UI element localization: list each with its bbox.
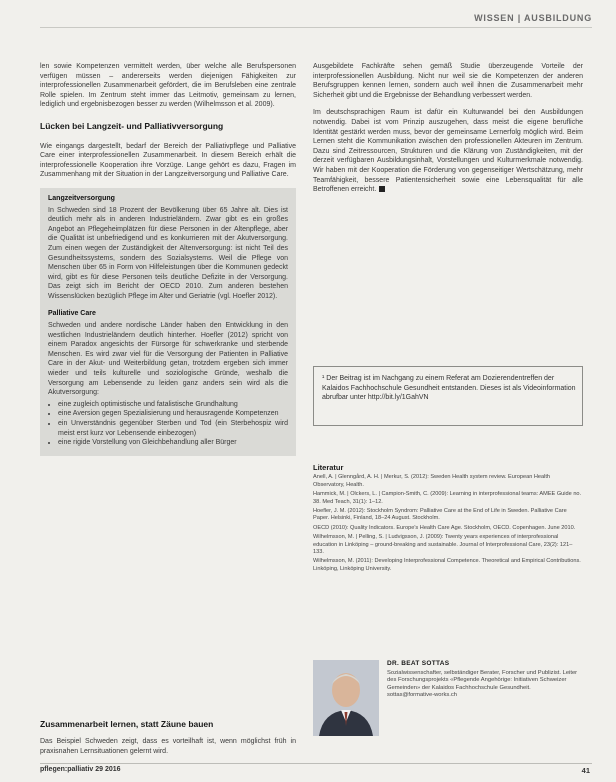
right-column [313, 62, 583, 203]
author-name: DR. BEAT SOTTAS [387, 660, 450, 667]
end-mark-icon [379, 186, 385, 192]
box-title-langzeit: Langzeitversorgung [48, 194, 115, 202]
bullet-item: • ein Unverständnis gegenüber Sterben und Tod (ein Sterbehospiz wird meist erst kurz vor Lebensende einbezogen) [58, 419, 288, 438]
author-portrait-icon [313, 660, 379, 736]
left-column [40, 62, 296, 456]
author-text [387, 660, 583, 700]
literature-section [313, 464, 583, 575]
intro-paragraph: len sowie Kompetenzen vermittelt werden, über welche alle Berufspersonen verfügen müssen – andererseits werden diejenigen Fähigkeiten zur interprofessionellen Zusammenarbeit gefördert, die im Berufsleben eine zentrale Rolle spielen. Im Zentrum steht immer das Leitmotiv, gemeinsam zu lernen, lediglich und ergebnisbezogen besser zu werden (Wilhelmsson et al. 2009). [40, 63, 296, 109]
paragraph-2: Wie eingangs dargestellt, bedarf der Bereich der Palliativpflege und Palliative Care einer interprofessionellen Zusammenarbeit. In diesem Bereich erhält die interprofessionelle Kooperation ihre Vorzüge. Lange gehört es dazu, Fragen im Zusammenhang mit der Situation in der Langzeitversorgung und Palliative Care. [40, 142, 296, 179]
footnote-box: ¹ Der Beitrag ist im Nachgang zu einem Referat am Dozierendentreffen der Kalaidos Fachhochschule Gesundheit entstanden. Dieses ist als Videoinformation abrufbar unter http://bit.ly/1GahVN [313, 366, 583, 426]
footer-divider [40, 763, 592, 764]
author-contact: sottas@formative-works.ch [387, 692, 457, 699]
sidebar-box [40, 188, 296, 456]
bottom-paragraph: Das Beispiel Schweden zeigt, dass es vorteilhaft ist, wenn möglichst früh in praxisnahen Lernsituationen gelernt wird. [40, 738, 296, 755]
subhead-langzeit-palliativ: Lücken bei Langzeit- und Palliativversorgung [40, 120, 224, 131]
right-paragraph-2 [313, 108, 583, 194]
box-text-palliative: Schweden und andere nordische Länder haben den Entwicklung in den westlichen Industrieländern deutlich hinterher. Hoefler (2012) spricht von einem Paradox angesichts der Fürsorge für schwerkranke und sterbende Menschen. Es wird zwar viel für die Versorgung der Patienten in Palliative Care in der Akut- und Weiterbildung getan, trotzdem ergeben sich immer wieder und teils kulturelle und soziologische Gründe, weshalb die Versorgung am Lebensende zu leiden ganz anders sein wird als die Akutversorgung: [48, 322, 288, 397]
box-bullet-list [48, 400, 288, 448]
page-number: 41 [581, 766, 590, 775]
subhead-zusammenarbeit: Zusammenarbeit lernen, statt Zäune bauen [40, 719, 214, 729]
box-title-palliative: Palliative Care [48, 310, 96, 318]
author-box [313, 660, 583, 740]
section-header: WISSEN | AUSBILDUNG [474, 13, 592, 23]
author-photo [313, 660, 379, 736]
literature-entry: Hoefler, J. M. (2012): Stockholm Syndrom: Palliative Care at the End of Life in Sweden. Palliative Care Paper. Helsinki, Finland, 18–24 August. Stockholm. [313, 508, 567, 522]
literature-entry: Wilhelmsson, M. | Pelling, S. | Ludvigsson, J. (2009): Twenty years experiences of interprofessional education in Linköping – ground-breaking and sustainable. Journal of Interprofessional Care, 23(2): 121–133. [313, 534, 573, 556]
author-bio: Sozialwissenschafter, selbständiger Berater, Forscher und Publizist. Leiter des Forschungsprojekts «Pflegende Angehörige: Initiativen Schweizer Gemeinden» der Kalaidos Fachhochschule Gesundheit. [387, 669, 578, 691]
literature-entry: Anell, A. | Glenngård, A. H. | Merkur, S. (2012): Sweden Health system review. European Health Observatory, Health. [313, 474, 551, 488]
header-divider [40, 27, 592, 28]
right-paragraph-2-text: Im deutschsprachigen Raum ist dafür ein Kulturwandel bei den Ausbildungen notwendig. Dabei ist vom Prinzip auszugehen, dass meist die eigene berufliche Identität gestärkt werden muss, bevor der gemeinsame Lernerfolg möglich wird. Beim Lernen steht die Kommunikation zwischen den professionellen Akteuren im Zentrum. Dazu sind Zeitressourcen, Strukturen und die Klärung von Zuständigkeiten, mit der derzeit verfügbaren Ausbildungsinhalt, Vorstellungen und Kulturmerkmale notwendig. Wir haben mit der Kooperation die Förderung von gegenseitiger Wertschätzung, mehr Teamfähigkeit, bessere Patientensicherheit sowie eine Lebensqualität für alle Betroffenen erreicht. [313, 109, 583, 194]
bullet-item: • eine Aversion gegen Spezialisierung und herausragende Kompetenzen [58, 409, 288, 419]
bullet-item: • eine rigide Vorstellung von Gleichbehandlung aller Bürger [58, 438, 288, 448]
literature-title: Literatur [313, 463, 344, 472]
journal-name: pflegen:palliativ 29 2016 [40, 766, 121, 773]
literature-entry: Hammick, M. | Olckers, L. | Campion-Smith, C. (2009): Learning in interprofessional teams: AMEE Guide no. 38. Med Teach, 31(1): 1–12. [313, 491, 582, 505]
bullet-item: • eine zugleich optimistische und fatalistische Grundhaltung [58, 400, 288, 410]
literature-entry: Wilhelmsson, M. (2011): Developing Interprofessional Competence. Theoretical and Empirical Contributions. Linköping, Linköping University. [313, 558, 581, 572]
right-paragraph-1: Ausgebildete Fachkräfte sehen gemäß Studie überzeugende Vorteile der interprofessionellen Ausbildung. Nicht nur weil sie die Kompetenzen der anderen Berufsgruppen kennen lernen, sondern auch weil ihnen die Zusammenarbeit mehr Sicherheit gibt und die Ergebnisse der Behandlung verbessert werden. [313, 63, 583, 99]
literature-entry: OECD (2010): Quality Indicators. Europe's Health Care Age. Stockholm, OECD. Copenhagen. June 2010. [313, 524, 576, 531]
box-text-langzeit: In Schweden sind 18 Prozent der Bevölkerung über 65 Jahre alt. Dies ist deutlich mehr als in anderen Industrieländern. Zwar gibt es ein großes Angebot an Pflegeheimplätzen für diese Personen in der Altenpflege, aber die Qualität ist unbefriedigend und es konkurrieren mit der Akutversorgung. Zum einen wegen der Zuständigkeit der Altenversorgung: ist nicht Teil des Gesundheitssystems, sondern des Sozialsystems. Weil die Pflege von Menschen über 65 in Form von Hilfeleistungen über die Kommunen gedeckt wird, gibt es für diese Personen teils deutliche Defizite in der Versorgung. Das zeigt sich im Bericht der OECD 2010. Zum anderen bestehen Wissenslücken bezüglich Pflege im Alter und Geriatrie (vgl. Hoefler 2012). [48, 206, 288, 300]
